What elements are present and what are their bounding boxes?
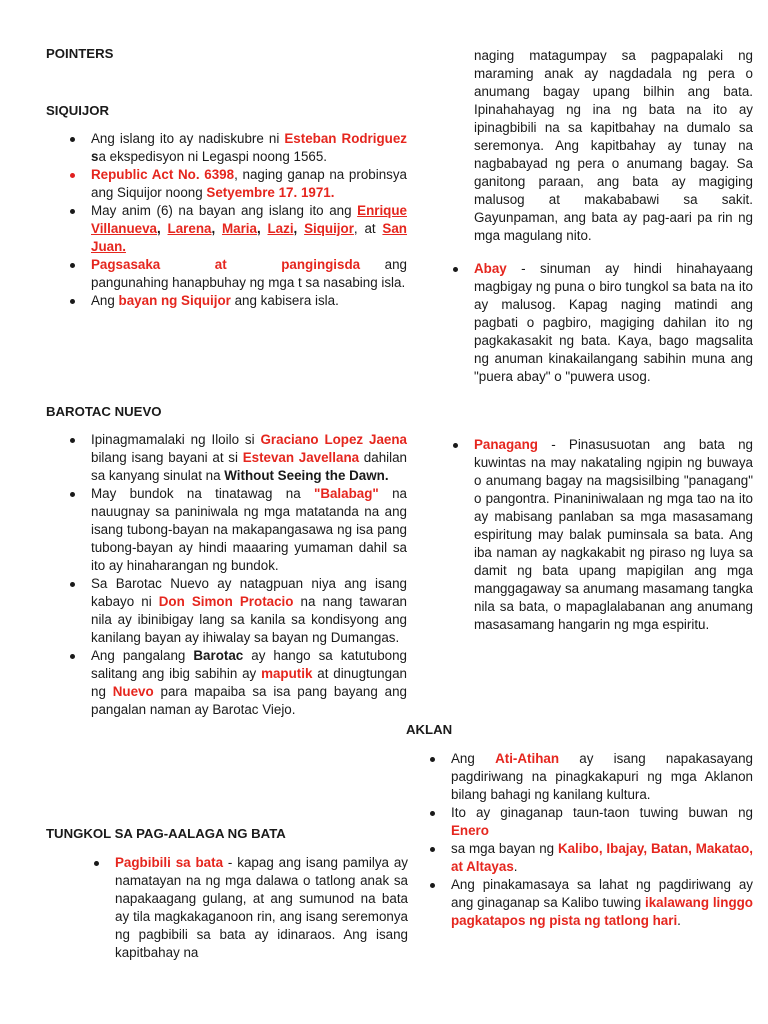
- list-item: sa mga bayan ng Kalibo, Ibajay, Batan, Makatao, at Altayas.: [451, 841, 754, 874]
- aklan-list: [451, 750, 753, 930]
- list-item: Republic Act No. 6398, naging ganap na probinsya ang Siquijor noong Setyembre 17. 1971.: [91, 167, 407, 200]
- tungkol-list: [115, 854, 408, 962]
- list-item: Abay - sinuman ay hindi hinahayaang magbigay ng puna o biro tungkol sa bata na ito ay malusog. Kapag naging matindi ang pagbati o pagbiro, magiging dahilan ito ng pagkakasakit ng bata. Kaya, bago magsalita ng anuman kinakailangang sabihin muna ang "puera abay" o "puwera usog.: [474, 261, 753, 384]
- barotac-list: [91, 431, 407, 719]
- list-item: Ang bayan ng Siquijor ang kabisera isla.: [91, 292, 407, 310]
- list-item: Ipinagmamalaki ng Iloilo si Graciano Lopez Jaena bilang isang bayani at si Estevan Javellana dahilan sa kanyang sinulat na Without Seeing the Dawn.: [91, 432, 407, 483]
- list-item: Pagbibili sa bata - kapag ang isang pamilya ay namatayan na ng mga dalawa o tatlong anak sa napakaagang gulang, at ang sumunod na bata ay tila magkakaganoon rin, ang isang seremonya ng pagbibili sa bata ay idinaraos. Ang isang kapitbahay na: [115, 855, 409, 960]
- heading-tungkol: TUNGKOL SA PAG-AALAGA NG BATA: [46, 826, 286, 841]
- list-item: Ang pangalang Barotac ay hango sa katutubong salitang ang ibig sabihin ay maputik at dinugtungan ng Nuevo para mapaiba sa isa pang bayang ang pangalan naman ay Barotac Viejo.: [91, 648, 408, 717]
- list-item: Ang pinakamasaya sa lahat ng pagdiriwang ay ang ginaganap sa Kalibo tuwing ikalawang linggo pagkatapos ng pista ng tatlong hari.: [451, 877, 753, 928]
- abay-list: [474, 260, 753, 386]
- list-item: Panagang - Pinasusuotan ang bata ng kuwintas na may nakataling ngipin ng buwaya o anumang bagay na magsisilbing "panagang" o pangontra. Pinaniniwalaan ng mga tao na ito ay mabisang panlaban sa mga masasamang espiritung may balak puminsala sa bata. Ang iba naman ay nagkakabit ng piraso ng luya sa damit ng bata upang mapigilan ang mga manggagaway sa anumang masamang tangka nila sa bata, o mapaglalabanan ang anumang masasamang hangarin ng mga espiritu.: [474, 437, 753, 632]
- heading-siquijor: SIQUIJOR: [46, 103, 110, 118]
- heading-barotac-nuevo: BAROTAC NUEVO: [46, 404, 162, 419]
- list-item: Sa Barotac Nuevo ay natagpuan niya ang isang kabayo ni Don Simon Protacio na nang tawaran nila ay ibinibigay lang sa kanila sa kondisyong ang kanilang bayan ay ihiwalay sa bayan ng Dumangas.: [91, 576, 408, 645]
- list-item: Ang Ati-Atihan ay isang napakasayang pagdiriwang na pinagkakapuri ng mga Aklanon bilang bahagi ng kanilang kultura.: [451, 751, 753, 802]
- pagbibili-continuation: naging matagumpay sa pagpapalaki ng maraming anak ay nagdadala ng pera o anumang bagay upang bilhin ang bata. Ipinahahayag ng ina ng bata na ito ay ipinagbibili na sa kapitbahay na dumalo sa seremonya. Ang kapitbahay ay tunay na nagbabayad ng pera o anumang bagay. Sa ganitong paraan, ang bata ay magiging malusog at makababawi sa sakit. Gayunpaman, ang bata ay pag-aari pa rin ng mga magulang nito.: [474, 48, 753, 243]
- siquijor-list: [91, 130, 407, 310]
- heading-aklan: AKLAN: [406, 722, 453, 737]
- heading-pointers: POINTERS: [46, 46, 114, 61]
- list-item: May bundok na tinatawag na "Balabag" na nauugnay sa paniniwala ng mga matatanda na ang isang tubong-bayan na makapangasawa ng isa pang tubong-bayan ay hindi maaaring yumaman dahil sa ito ay hinaharangan ng bundok.: [91, 486, 407, 573]
- list-item: Pagsasaka at pangingisda ang pangunahing hanapbuhay ng mga t sa nasabing isla.: [91, 257, 407, 290]
- list-item: Ang islang ito ay nadiskubre ni Esteban Rodriguez sa ekspedisyon ni Legaspi noong 1565.: [91, 131, 407, 164]
- list-item: Ito ay ginaganap taun-taon tuwing buwan ng Enero: [451, 805, 753, 838]
- panagang-list: [474, 436, 753, 634]
- list-item: May anim (6) na bayan ang islang ito ang Enrique Villanueva, Larena, Maria, Lazi, Siquijor, at San Juan.: [91, 203, 407, 254]
